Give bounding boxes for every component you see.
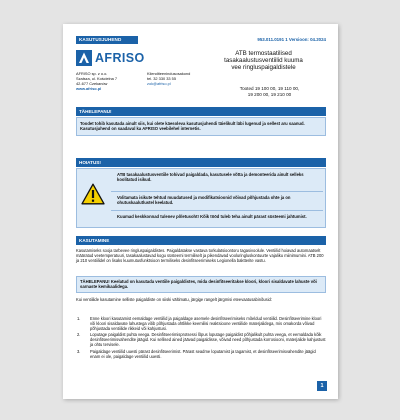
top-row — [76, 36, 326, 44]
step-text: Enne kloori kasutamist eemaldage ventiilid ja paigaldage asemele desinfitseerimiseks mõeldud ventiilid. Desinfitseerimine kloori või kloori sisaldavate lahustega võib põhjustada ohtlikke keemilisi reaktsioone ventiilide materjalidega, mis omakorda võivad põhjustada ventiilide rikkeid või kahjustusi. — [90, 316, 322, 331]
notice-heading: TÄHELEPANU! — [76, 107, 326, 116]
precaution-steps-list — [76, 316, 326, 360]
company-line: Szałsza, ul. Kościelna 7 — [76, 76, 118, 81]
second-notice-box: TÄHELEPANU! Keelatud on kasutada ventiile paigaldistes, mida desinfitseeritakse kloori, kloori sisaldavate lahuste või sarnaste kemikaalidega. — [76, 276, 326, 293]
contact-line: Klienditeenindusosakond — [147, 71, 191, 76]
step-number: 3. — [77, 348, 81, 354]
step-text: Paigaldage ventiilid uuesti pärast desinfitseerimist. Pärast seadme loputamist ja tagamist, et desinfitseerimisvahendite jäägid enam ei ole, paigaldage ventiilid uuesti. — [90, 348, 316, 359]
page-number: 1 — [317, 381, 327, 391]
customer-service-contact — [147, 71, 207, 86]
title-line: ATB termostaatilised — [235, 50, 292, 57]
step-number: 1. — [77, 316, 81, 321]
caution-heading: HOIATUS! — [76, 158, 326, 167]
manual-page — [63, 24, 338, 399]
models-line: 19 200 00, 19 210 00 — [247, 92, 292, 97]
step-text: Loputage paigaldist puhta veega. Desinfitseerimisprotsessi lõpus loputage paigaldist põhjalikult puhta veega, et eemaldada kõik desinfitseerimisvahendite jäägid. Kui sellised ained jäävad paigaldisse, võivad need põhjustada korrosiooni, materjalide kahjustust ja ohtu tervisele. — [90, 332, 326, 348]
company-line: 42-677 Czekanów — [76, 81, 108, 86]
logo-text: AFRISO — [95, 51, 145, 65]
caution-divider — [111, 210, 323, 211]
company-line: AFRISO sp. z o.o. — [76, 71, 108, 76]
caution-text-1: ATB tasakaalustusventiile tohivad paigaldada, kasutusele võtta ja demonteerida ainult selleks koolitatud isikud. — [117, 172, 304, 183]
notice-box: Toodet tohib kasutada ainult siis, kui olete käesoleva kasutusjuhendi täielikult läbi lugenud ja sellest aru saanud. Kasutusjuhend on saadaval ka AFRISO veebilehel internetis. — [76, 117, 326, 136]
company-logo — [76, 50, 145, 66]
company-url-link[interactable]: www.afriso.pl — [76, 86, 102, 91]
caution-divider — [111, 191, 323, 192]
document-type-tag: KASUTUSJUHEND — [76, 36, 138, 44]
usage-text: Kasutamiseks sooja tarbevee ringluspaigaldistes. Paigaldatakse vastava torkulatsioontoru tagasivoolule. Ventiilid hoiavad automaatselt määratud veetemperatuuri, tasakaalustavad kogu süsteemi termiliselt ja pikendavad vooluringluskontuurte vajaliku miinimumini. ATB 200 ja 210 ventiilidel on lisaks kuumutusfunktsioon termiliseks desinfitseerimiseks Legionella baktterite vastu. — [76, 248, 324, 264]
models-line: Tooted 19 100 00, 19 110 00, — [239, 86, 300, 91]
warning-triangle-icon — [81, 183, 105, 205]
usage-heading: KASUTAMINE — [76, 236, 326, 245]
document-number: 953.011.0191 1 Versioon: 04.2024 — [257, 37, 326, 42]
steps-intro: Kui ventiilide kasutamine selliste paigaldiste on siiski vältimatu, järgige rangelt järgmisi eteevaatusabinõusid: — [76, 297, 272, 302]
title-line: vee ringluspaigaldistele — [231, 64, 296, 72]
caution-text-2: Volitamata isikute tehtud muudatused ja modifikatsioonid võivad põhjustada ohte ja on ohutuskaalutlustel keelatud. — [117, 195, 291, 206]
product-models — [213, 86, 326, 98]
product-title — [201, 50, 326, 72]
contact-line: tel. 32 330 33 55 — [147, 76, 176, 81]
list-item — [76, 349, 326, 359]
list-item — [76, 332, 326, 347]
step-number: 2. — [77, 332, 81, 338]
company-address — [76, 71, 144, 91]
title-line: tasakaalustusventiilid kuuma — [224, 57, 303, 65]
caution-text-3: Kuumad keskkonnad tulenev põletusoht! Kõik tööd tuleb teha ainult pärast süsteemi jahtumist. — [117, 214, 307, 219]
contact-email-link[interactable]: zok@afriso.pl — [147, 81, 171, 86]
list-item — [76, 316, 326, 331]
caution-box — [76, 168, 326, 228]
afriso-logo-icon — [76, 50, 92, 66]
